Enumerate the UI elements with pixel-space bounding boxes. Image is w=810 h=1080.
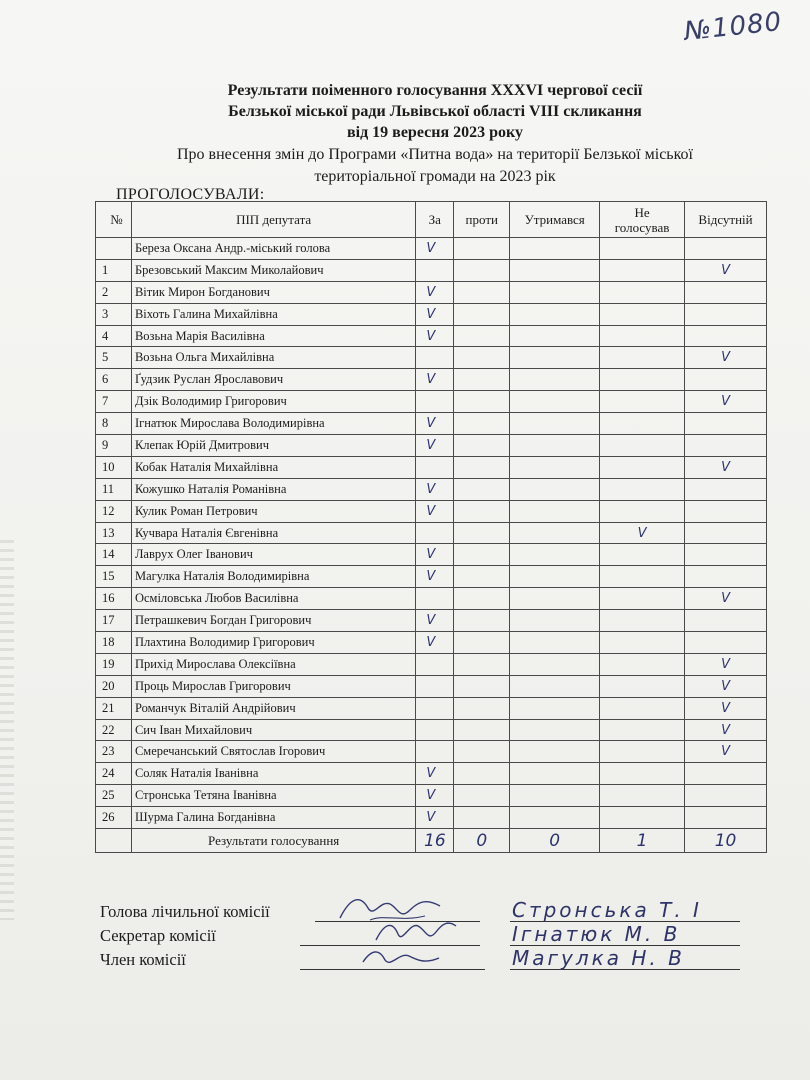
cell-not-voted-mark [600,369,685,391]
cell-proty-mark [454,303,510,325]
table-row [96,238,767,260]
cell-deputy-name: Проць Мирослав Григорович [131,675,415,697]
cell-absent-mark [685,413,767,435]
cell-abstained-mark [510,500,600,522]
table-row [96,347,767,369]
cell-proty-mark [454,544,510,566]
cell-deputy-name: Береза Оксана Андр.-міський голова [131,238,415,260]
results-row [96,829,767,853]
cell-num: 23 [96,741,132,763]
table-row [96,719,767,741]
cell-za-mark: V [416,281,454,303]
cell-abstained-mark [510,763,600,785]
subject-line-1: Про внесення змін до Програми «Питна вода» на території Белзької міської [177,146,693,163]
signatures-block [100,898,750,974]
cell-not-voted-mark [600,675,685,697]
cell-absent-mark [685,435,767,457]
cell-num: 2 [96,281,132,303]
cell-absent-mark [685,281,767,303]
cell-not-voted-mark [600,566,685,588]
header-absent: Відсутній [685,202,767,238]
cell-proty-mark [454,632,510,654]
cell-proty-mark [454,653,510,675]
results-za: 16 [416,829,454,853]
cell-absent-mark [685,632,767,654]
table-row [96,500,767,522]
cell-abstained-mark [510,741,600,763]
table-row [96,653,767,675]
title-line-2: Белзької міської ради Львівської області VIII скликання [228,103,642,120]
cell-not-voted-mark [600,303,685,325]
cell-za-mark: V [416,610,454,632]
cell-abstained-mark [510,259,600,281]
cell-za-mark [416,456,454,478]
cell-proty-mark [454,478,510,500]
cell-deputy-name: Лаврух Олег Іванович [131,544,415,566]
cell-proty-mark [454,325,510,347]
cell-za-mark [416,347,454,369]
cell-abstained-mark [510,632,600,654]
subject-line-2: територіальної громади на 2023 рік [314,168,556,185]
cell-proty-mark [454,347,510,369]
table-row [96,807,767,829]
cell-za-mark [416,741,454,763]
handwritten-signature-icon [355,938,445,972]
cell-not-voted-mark [600,610,685,632]
cell-absent-mark [685,238,767,260]
cell-abstained-mark [510,588,600,610]
cell-num: 18 [96,632,132,654]
cell-za-mark: V [416,478,454,500]
cell-deputy-name: Сич Іван Михайлович [131,719,415,741]
table-row [96,303,767,325]
table-row [96,632,767,654]
cell-not-voted-mark [600,281,685,303]
cell-absent-mark: V [685,719,767,741]
cell-za-mark: V [416,807,454,829]
cell-absent-mark: V [685,675,767,697]
cell-deputy-name: Кожушко Наталія Романівна [131,478,415,500]
cell-abstained-mark [510,325,600,347]
cell-deputy-name: Віхоть Галина Михайлівна [131,303,415,325]
cell-za-mark [416,697,454,719]
title-line-1: Результати поіменного голосування XXXVI чергової сесії [227,82,643,99]
cell-za-mark: V [416,544,454,566]
cell-absent-mark [685,566,767,588]
header-not-voted [600,202,685,238]
binding-holes [0,540,14,920]
cell-absent-mark: V [685,456,767,478]
cell-not-voted-mark [600,435,685,457]
cell-za-mark [416,522,454,544]
cell-abstained-mark [510,653,600,675]
cell-not-voted-mark [600,763,685,785]
cell-not-voted-mark [600,719,685,741]
cell-deputy-name: Кучвара Наталія Євгенівна [131,522,415,544]
cell-absent-mark: V [685,741,767,763]
cell-za-mark: V [416,325,454,347]
cell-num: 24 [96,763,132,785]
title-line-3: від 19 вересня 2023 року [347,124,523,141]
table-row [96,785,767,807]
cell-not-voted-mark [600,588,685,610]
cell-proty-mark [454,435,510,457]
table-row [96,697,767,719]
cell-deputy-name: Дзік Володимир Григорович [131,391,415,413]
cell-absent-mark [685,785,767,807]
cell-num: 14 [96,544,132,566]
cell-za-mark [416,653,454,675]
table-row [96,413,767,435]
cell-abstained-mark [510,566,600,588]
cell-num: 4 [96,325,132,347]
cell-num: 16 [96,588,132,610]
cell-absent-mark: V [685,347,767,369]
cell-abstained-mark [510,719,600,741]
cell-proty-mark [454,259,510,281]
cell-num: 13 [96,522,132,544]
cell-num: 11 [96,478,132,500]
signature-name-chair: Стронська Т. І [512,898,702,922]
cell-num: 19 [96,653,132,675]
cell-proty-mark [454,610,510,632]
cell-not-voted-mark [600,347,685,369]
header-abstained: Утримався [510,202,600,238]
cell-abstained-mark [510,785,600,807]
cell-deputy-name: Осміловська Любов Василівна [131,588,415,610]
cell-za-mark: V [416,369,454,391]
cell-absent-mark [685,500,767,522]
cell-num [96,238,132,260]
cell-deputy-name: Романчук Віталій Андрійович [131,697,415,719]
cell-not-voted-mark [600,391,685,413]
cell-not-voted-mark [600,544,685,566]
header-za: За [416,202,454,238]
cell-proty-mark [454,807,510,829]
cell-deputy-name: Шурма Галина Богданівна [131,807,415,829]
voted-label: ПРОГОЛОСУВАЛИ: [116,186,265,203]
cell-absent-mark [685,544,767,566]
cell-num: 1 [96,259,132,281]
cell-abstained-mark [510,347,600,369]
cell-deputy-name: Прихід Мирослава Олексіївна [131,653,415,675]
results-not-voted: 1 [600,829,685,853]
cell-absent-mark: V [685,588,767,610]
cell-deputy-name: Возьна Ольга Михайлівна [131,347,415,369]
cell-proty-mark [454,522,510,544]
cell-deputy-name: Возьна Марія Василівна [131,325,415,347]
cell-deputy-name: Ігнатюк Мирослава Володимирівна [131,413,415,435]
cell-num: 21 [96,697,132,719]
signature-role-chair: Голова лічильної комісії [100,902,270,921]
cell-num: 7 [96,391,132,413]
signature-name-member: Магулка Н. В [512,946,685,970]
cell-proty-mark [454,785,510,807]
table-row [96,325,767,347]
cell-num: 12 [96,500,132,522]
cell-za-mark [416,259,454,281]
cell-num: 25 [96,785,132,807]
cell-not-voted-mark: V [600,522,685,544]
cell-num: 5 [96,347,132,369]
cell-proty-mark [454,697,510,719]
cell-num: 8 [96,413,132,435]
table-row [96,675,767,697]
header-proty: проти [454,202,510,238]
cell-not-voted-mark [600,632,685,654]
table-row [96,566,767,588]
cell-absent-mark [685,478,767,500]
cell-num: 26 [96,807,132,829]
cell-abstained-mark [510,522,600,544]
cell-not-voted-mark [600,653,685,675]
cell-not-voted-mark [600,697,685,719]
table-row [96,544,767,566]
header-num: № [96,202,132,238]
table-row [96,369,767,391]
cell-not-voted-mark [600,741,685,763]
cell-proty-mark [454,675,510,697]
table-header-row [96,202,767,238]
table-row [96,763,767,785]
cell-deputy-name: Брезовський Максим Миколайович [131,259,415,281]
table-row [96,588,767,610]
cell-deputy-name: Плахтина Володимир Григорович [131,632,415,654]
cell-proty-mark [454,413,510,435]
cell-abstained-mark [510,303,600,325]
cell-deputy-name: Вітик Мирон Богданович [131,281,415,303]
cell-absent-mark [685,522,767,544]
cell-deputy-name: Смеречанський Святослав Ігорович [131,741,415,763]
cell-num: 9 [96,435,132,457]
cell-proty-mark [454,741,510,763]
cell-not-voted-mark [600,238,685,260]
cell-proty-mark [454,566,510,588]
cell-za-mark: V [416,500,454,522]
header-not-voted-line-2: голосував [614,219,670,235]
cell-abstained-mark [510,391,600,413]
cell-za-mark: V [416,785,454,807]
results-absent: 10 [685,829,767,853]
cell-abstained-mark [510,413,600,435]
cell-absent-mark [685,369,767,391]
cell-proty-mark [454,369,510,391]
cell-abstained-mark [510,238,600,260]
cell-absent-mark: V [685,391,767,413]
table-row [96,522,767,544]
cell-abstained-mark [510,807,600,829]
handwritten-document-number: №1080 [682,6,784,48]
cell-num: 10 [96,456,132,478]
table-row [96,478,767,500]
cell-absent-mark: V [685,259,767,281]
cell-abstained-mark [510,456,600,478]
voting-table [95,201,767,853]
cell-abstained-mark [510,435,600,457]
signature-row-member [100,946,750,974]
table-row [96,456,767,478]
voting-table-body [96,238,767,829]
cell-deputy-name: Ґудзик Руслан Ярославович [131,369,415,391]
cell-abstained-mark [510,281,600,303]
cell-za-mark [416,675,454,697]
cell-za-mark: V [416,303,454,325]
cell-not-voted-mark [600,500,685,522]
cell-deputy-name: Соляк Наталія Іванівна [131,763,415,785]
document-header [110,80,760,187]
cell-proty-mark [454,391,510,413]
table-row [96,435,767,457]
cell-deputy-name: Клепак Юрій Дмитрович [131,435,415,457]
header-not-voted-line-1: Не [634,204,650,220]
cell-proty-mark [454,238,510,260]
cell-num: 3 [96,303,132,325]
table-row [96,281,767,303]
cell-za-mark: V [416,566,454,588]
signature-role-member: Член комісії [100,950,186,969]
cell-absent-mark: V [685,697,767,719]
cell-za-mark: V [416,435,454,457]
cell-not-voted-mark [600,456,685,478]
cell-abstained-mark [510,369,600,391]
cell-za-mark [416,588,454,610]
table-row [96,391,767,413]
cell-not-voted-mark [600,807,685,829]
signature-name-secretary: Ігнатюк М. В [512,922,681,946]
header-name: ПІП депутата [131,202,415,238]
cell-za-mark: V [416,238,454,260]
cell-num: 6 [96,369,132,391]
cell-abstained-mark [510,544,600,566]
cell-num: 22 [96,719,132,741]
cell-proty-mark [454,281,510,303]
cell-za-mark [416,719,454,741]
results-num-cell [96,829,132,853]
cell-absent-mark [685,303,767,325]
cell-proty-mark [454,588,510,610]
cell-abstained-mark [510,697,600,719]
cell-proty-mark [454,456,510,478]
cell-num: 15 [96,566,132,588]
cell-za-mark: V [416,763,454,785]
cell-absent-mark [685,325,767,347]
cell-deputy-name: Кулик Роман Петрович [131,500,415,522]
results-abstained: 0 [510,829,600,853]
cell-proty-mark [454,500,510,522]
cell-deputy-name: Кобак Наталія Михайлівна [131,456,415,478]
cell-num: 20 [96,675,132,697]
cell-not-voted-mark [600,785,685,807]
cell-not-voted-mark [600,478,685,500]
cell-proty-mark [454,763,510,785]
cell-deputy-name: Петрашкевич Богдан Григорович [131,610,415,632]
cell-not-voted-mark [600,325,685,347]
cell-abstained-mark [510,610,600,632]
cell-absent-mark [685,610,767,632]
cell-not-voted-mark [600,413,685,435]
cell-za-mark: V [416,413,454,435]
cell-not-voted-mark [600,259,685,281]
cell-za-mark [416,391,454,413]
results-label: Результати голосування [131,829,415,853]
cell-absent-mark [685,763,767,785]
cell-absent-mark: V [685,653,767,675]
cell-num: 17 [96,610,132,632]
table-row [96,610,767,632]
table-row [96,741,767,763]
table-row [96,259,767,281]
results-proty: 0 [454,829,510,853]
cell-abstained-mark [510,675,600,697]
signature-role-secretary: Секретар комісії [100,926,216,945]
cell-abstained-mark [510,478,600,500]
cell-deputy-name: Стронська Тетяна Іванівна [131,785,415,807]
cell-absent-mark [685,807,767,829]
cell-za-mark: V [416,632,454,654]
cell-proty-mark [454,719,510,741]
cell-deputy-name: Магулка Наталія Володимирівна [131,566,415,588]
